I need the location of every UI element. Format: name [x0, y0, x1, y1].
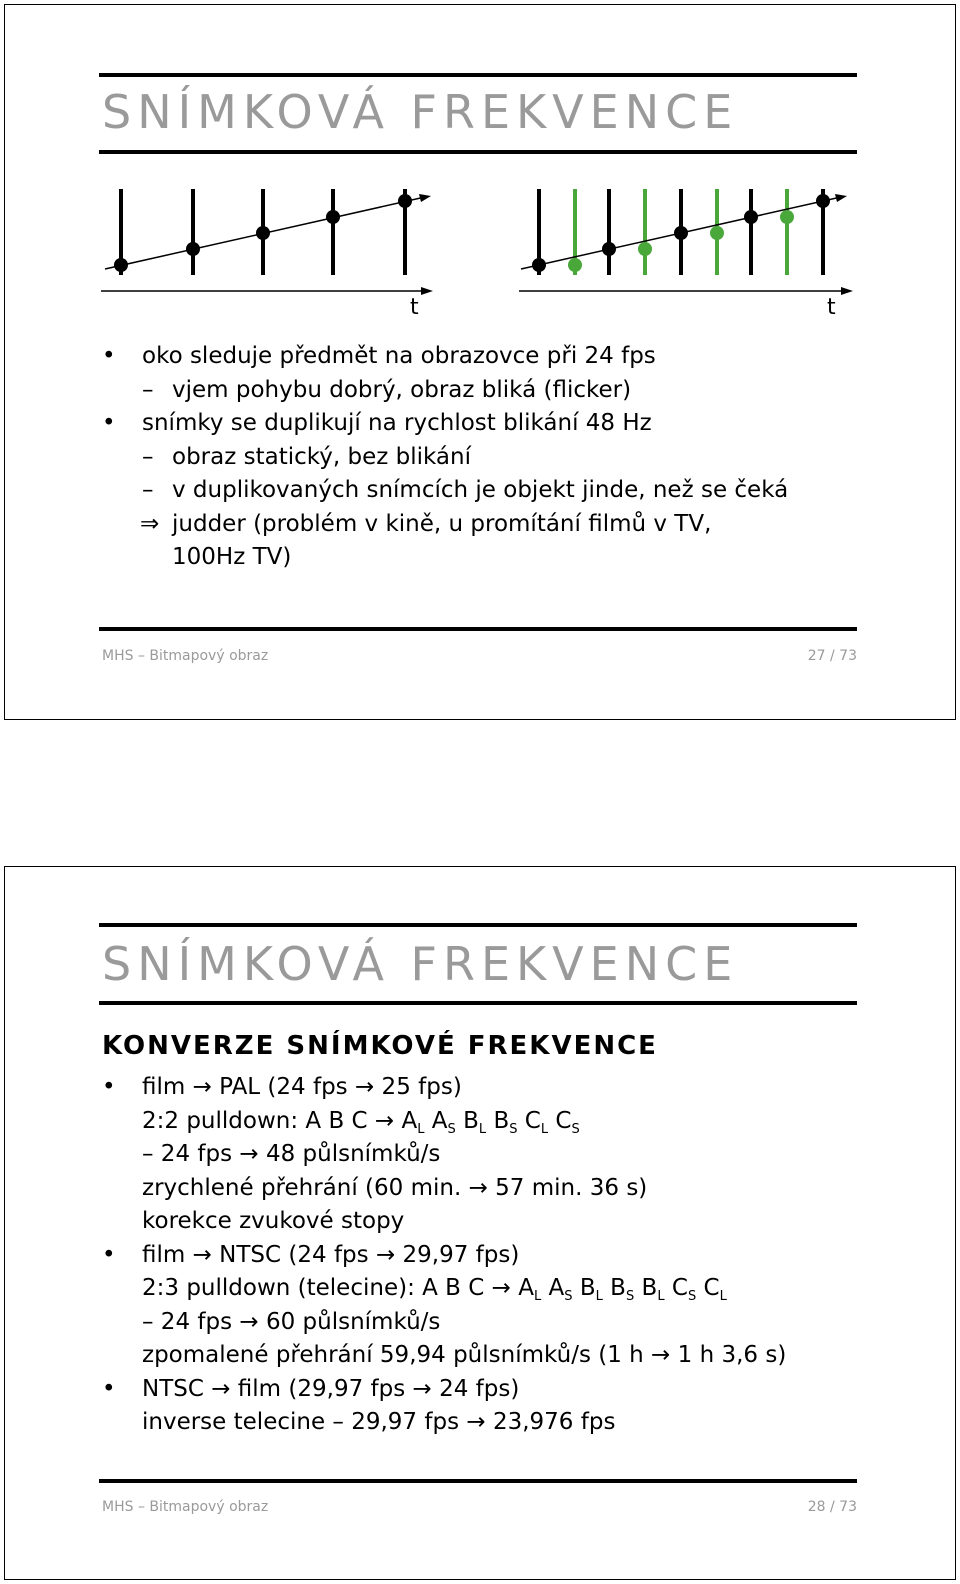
- list-item: • NTSC → film (29,97 fps → 24 fps): [102, 1373, 862, 1407]
- section-heading: KONVERZE SNÍMKOVÉ FREKVENCE: [102, 1031, 658, 1061]
- footer-rule: [99, 627, 857, 631]
- list-item: • snímky se duplikují na rychlost blikání 48 Hz: [102, 407, 862, 441]
- item-text: film → NTSC (24 fps → 29,97 fps): [142, 1241, 520, 1268]
- item-text: korekce zvukové stopy: [142, 1208, 405, 1234]
- footer-rule: [99, 1479, 857, 1483]
- item-text: 100Hz TV): [172, 544, 292, 570]
- list-item: – vjem pohybu dobrý, obraz bliká (flicker): [102, 374, 862, 408]
- title-rule-bottom: [99, 1001, 857, 1005]
- item-text: inverse telecine – 29,97 fps → 23,976 fps: [142, 1409, 616, 1435]
- item-text: judder (problém v kině, u promítání filmů v TV,: [172, 510, 712, 537]
- pulldown-22-line: 2:2 pulldown: A B $C \to A_L$ $A_S$ $B_L$ $B_S$ $C_L$ $C_S$: [142, 1107, 580, 1137]
- list-item: [102, 1406, 862, 1440]
- item-text: zrychlené přehrání (60 min. → 57 min. 36 s): [142, 1174, 648, 1201]
- footer-left: MHS – Bitmapový obraz: [102, 1499, 269, 1515]
- item-text: v duplikovaných snímcích je objekt jinde, než se čeká: [172, 477, 789, 503]
- item-text: zpomalené přehrání 59,94 půlsnímků/s (1 h → 1 h 3,6 s): [142, 1342, 787, 1368]
- list-item: [102, 1138, 862, 1172]
- list-item: • oko sleduje předmět na obrazovce při 24 fps: [102, 340, 862, 374]
- list-item: • film → PAL (24 fps → 25 fps): [102, 1071, 862, 1105]
- axis-label-t-right: t: [827, 295, 836, 320]
- item-text: – 24 fps → 48 půlsnímků/s: [142, 1141, 441, 1167]
- axis-label-t-left: t: [410, 295, 419, 320]
- item-text: obraz statický, bez blikání: [172, 443, 471, 470]
- implies-icon: ⇒: [140, 510, 160, 537]
- slide-title: SNÍMKOVÁ FREKVENCE: [102, 937, 739, 991]
- item-text: – 24 fps → 60 půlsnímků/s: [142, 1308, 441, 1335]
- list-item: [102, 1105, 862, 1139]
- slide-body: [102, 1071, 862, 1440]
- list-item: [102, 1339, 862, 1373]
- item-text: snímky se duplikují na rychlost blikání 48 Hz: [142, 410, 652, 436]
- pulldown-23-line: 2:3 pulldown (telecine): A B $C \to A_L$ $A_S$ $B_L$ $B_S$ $B_L$ $C_S$ $C_L$: [142, 1275, 727, 1304]
- diagram-24fps: [101, 189, 433, 295]
- list-item: [102, 1306, 862, 1340]
- list-item: [102, 508, 862, 542]
- item-text: film → PAL (24 fps → 25 fps): [142, 1074, 462, 1100]
- frame-timing-diagram: [5, 185, 957, 365]
- title-rule-top: [99, 73, 857, 77]
- title-rule-top: [99, 923, 857, 927]
- item-text: 2:3 pulldown (telecine): A B C → A: [142, 1275, 534, 1301]
- slide-28: [4, 866, 956, 1580]
- title-rule-bottom: [99, 150, 857, 154]
- list-item: – obraz statický, bez blikání: [102, 441, 862, 475]
- list-item: • film → NTSC (24 fps → 29,97 fps): [102, 1239, 862, 1273]
- page-number: 27 / 73: [807, 648, 857, 664]
- item-text: 2:2 pulldown: A B C → A: [142, 1107, 418, 1134]
- list-item: [102, 1272, 862, 1306]
- list-item: [102, 1172, 862, 1206]
- diagram-48hz: [519, 189, 853, 295]
- list-item: [102, 541, 862, 575]
- list-item: [102, 1205, 862, 1239]
- slide-title: SNÍMKOVÁ FREKVENCE: [102, 85, 739, 139]
- item-text: oko sleduje předmět na obrazovce při 24 fps: [142, 343, 656, 369]
- slide-body: [102, 340, 862, 575]
- list-item: – v duplikovaných snímcích je objekt jinde, než se čeká: [102, 474, 862, 508]
- item-text: NTSC → film (29,97 fps → 24 fps): [142, 1375, 520, 1402]
- footer-left: MHS – Bitmapový obraz: [102, 648, 269, 664]
- page-number: 28 / 73: [807, 1499, 857, 1515]
- slide-27: [4, 4, 956, 720]
- item-text: vjem pohybu dobrý, obraz bliká (flicker): [172, 376, 632, 403]
